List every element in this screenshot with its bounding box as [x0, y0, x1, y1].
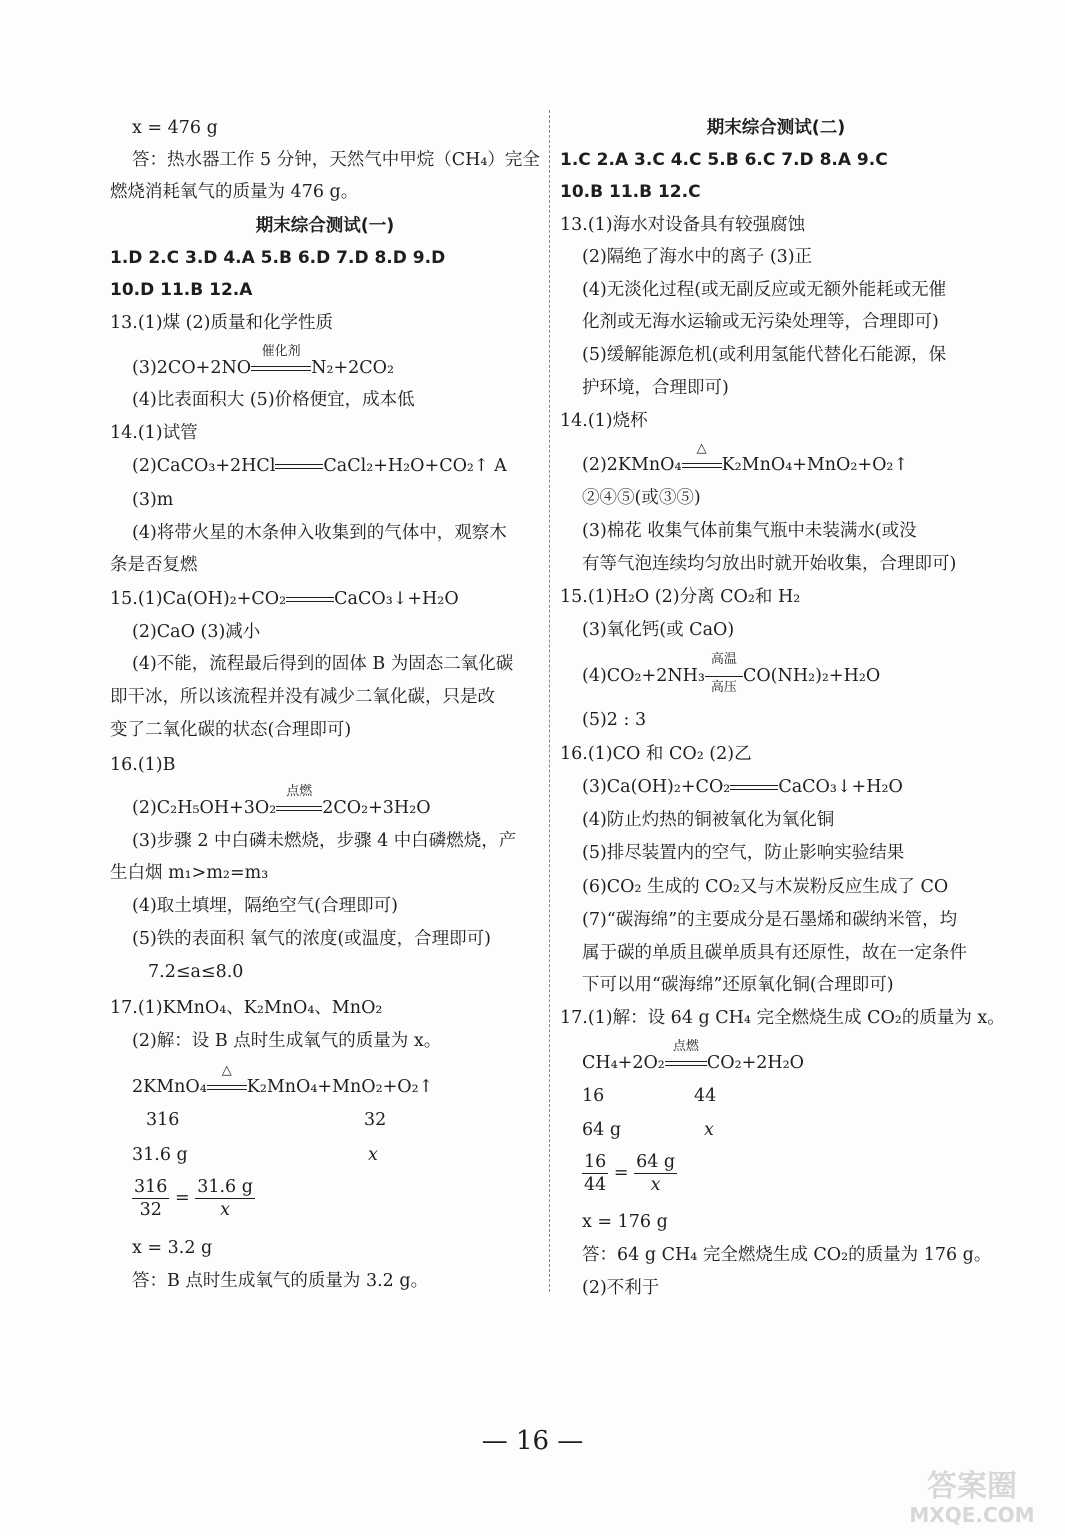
reaction-condition-bottom: 高压 [710, 680, 737, 695]
text-line: 生白烟 m₁>m₂=m₃ [110, 863, 269, 883]
text-line: 下可以用“碳海绵”还原氧化铜(合理即可) [582, 975, 894, 995]
answer-key-line: 10.D 11.B 12.A [110, 280, 253, 300]
text-line: x = 476 g [132, 118, 218, 138]
eq-right: CaCl₂+H₂O+CO₂↑ A [323, 456, 507, 476]
proportion: $\frac{316}{32}$ = $\frac{31.6 g}{x}$ [134, 1177, 253, 1220]
equation [582, 775, 903, 799]
section-title: 期末综合测试(一) [255, 216, 395, 236]
fraction [195, 1176, 255, 1221]
eq-right: CaCO₃↓+H₂O [334, 589, 459, 609]
proportion: $\frac{16}{44}$ = $\frac{64 g}{x}$ [584, 1152, 676, 1195]
text-line: 有等气泡连续均匀放出时就开始收集，合理即可) [582, 554, 957, 574]
answer-key-line: 10.B 11.B 12.C [560, 182, 701, 202]
reaction-arrow [251, 344, 311, 380]
eq-left: 2KMnO₄ [132, 1077, 207, 1097]
text-line: x = 176 g [582, 1212, 668, 1232]
text-line: (2)隔绝了海水中的离子 (3)正 [582, 247, 813, 267]
reaction-arrow [286, 587, 334, 611]
text-line: (2)解：设 B 点时生成氧气的质量为 x。 [132, 1031, 442, 1051]
text-line: (3)氧化钙(或 CaO) [582, 620, 735, 640]
text-line: 化剂或无海水运输或无污染处理等，合理即可) [582, 312, 939, 332]
numerator: 64 g [636, 1152, 676, 1172]
text-line: 答：B 点时生成氧气的质量为 3.2 g。 [132, 1271, 429, 1291]
ratio-value: 316 [146, 1110, 180, 1130]
question-16: 16.(1)CO 和 CO₂ (2)乙 [560, 744, 752, 764]
text-line: 属于碳的单质且碳单质具有还原性，故在一定条件 [582, 943, 967, 963]
equation [132, 344, 395, 380]
text-line: x = 3.2 g [132, 1238, 213, 1258]
equation [582, 1039, 805, 1075]
denominator: 32 [139, 1200, 162, 1220]
reaction-arrow [665, 1039, 707, 1075]
reaction-condition: 点燃 [672, 1039, 699, 1054]
section-title: 期末综合测试(二) [706, 118, 846, 138]
equation [132, 784, 431, 820]
question-14: 14.(1)烧杯 [560, 411, 648, 431]
fraction [582, 1151, 608, 1196]
eq-right: K₂MnO₄+MnO₂+O₂↑ [721, 455, 909, 475]
ratio-value: x [368, 1145, 378, 1165]
eq-left: (2)2KMnO₄ [582, 455, 682, 475]
text-line: 答：64 g CH₄ 完全燃烧生成 CO₂的质量为 176 g。 [582, 1245, 992, 1265]
eq-left: CH₄+2O₂ [582, 1053, 665, 1073]
eq-left: (4)CO₂+2NH₃ [582, 666, 705, 686]
text-line: 即干冰，所以该流程并没有减少二氧化碳，只是改 [110, 687, 495, 707]
text-line: 护环境，合理即可) [582, 378, 729, 398]
text-line: (5)排尽装置内的空气，防止影响实验结果 [582, 843, 905, 863]
text-line: (3)m [132, 490, 174, 510]
watermark-line2: MXQE.COM [909, 1503, 1035, 1527]
reaction-arrow [275, 454, 323, 478]
denominator: x [650, 1175, 661, 1195]
ratio-value: 64 g [582, 1120, 622, 1140]
equation [132, 454, 507, 478]
equation [132, 1063, 434, 1099]
ratio-value: x [704, 1120, 714, 1140]
eq-right: CO(NH₂)₂+H₂O [742, 666, 881, 686]
numerator: 31.6 g [197, 1177, 253, 1197]
question-15: 15.(1)H₂O (2)分离 CO₂和 H₂ [560, 587, 801, 607]
equation [582, 652, 881, 695]
reaction-condition: 催化剂 [261, 344, 301, 359]
watermark-logo [888, 1462, 1056, 1528]
text-line: (5)缓解能源危机(或利用氢能代替化石能源，保 [582, 345, 947, 365]
question-13: 13.(1)煤 (2)质量和化学性质 [110, 313, 333, 333]
answer-key-line: 1.D 2.C 3.D 4.A 5.B 6.D 7.D 8.D 9.D [110, 248, 446, 268]
text-line: 条是否复燃 [110, 555, 198, 575]
text-line: (4)无淡化过程(或无副反应或无额外能耗或无催 [582, 280, 947, 300]
watermark-line1: 答案圈 [927, 1469, 1017, 1504]
eq-right: 2CO₂+3H₂O [322, 798, 431, 818]
reaction-condition: △ [696, 441, 707, 456]
text-line: (2)不利于 [582, 1278, 660, 1298]
text-line: (6)CO₂ 生成的 CO₂又与木炭粉反应生成了 CO [582, 877, 949, 897]
reaction-arrow [705, 652, 743, 695]
ratio-value: 31.6 g [132, 1145, 188, 1165]
reaction-arrow [276, 784, 322, 820]
text-line: (5)2 : 3 [582, 710, 647, 730]
text-line: 7.2≤a≤8.0 [148, 962, 244, 982]
ratio-value: 32 [364, 1110, 387, 1130]
question-17: 17.(1)KMnO₄、K₂MnO₄、MnO₂ [110, 998, 383, 1018]
numerator: 16 [584, 1152, 607, 1172]
text-line: (4)防止灼热的铜被氧化为氧化铜 [582, 810, 835, 830]
text-line: 变了二氧化碳的状态(合理即可) [110, 720, 352, 740]
reaction-condition-top: 高温 [710, 652, 737, 667]
eq-left: 15.(1)Ca(OH)₂+CO₂ [110, 589, 287, 609]
eq-left: (2)CaCO₃+2HCl [132, 456, 276, 476]
eq-right: K₂MnO₄+MnO₂+O₂↑ [246, 1077, 434, 1097]
fraction [634, 1151, 677, 1196]
reaction-condition: 点燃 [286, 784, 313, 799]
question-17: 17.(1)解：设 64 g CH₄ 完全燃烧生成 CO₂的质量为 x。 [560, 1008, 1005, 1028]
text-line: (7)“碳海绵”的主要成分是石墨烯和碳纳米管，均 [582, 910, 958, 930]
text-line: 答：热水器工作 5 分钟，天然气中甲烷（CH₄）完全 [132, 150, 540, 170]
question-16: 16.(1)B [110, 755, 176, 775]
question-14: 14.(1)试管 [110, 423, 198, 443]
ratio-value: 44 [694, 1086, 717, 1106]
text-line: (4)比表面积大 (5)价格便宜，成本低 [132, 390, 415, 410]
page-number: — 16 — [481, 1426, 584, 1456]
question-13: 13.(1)海水对设备具有较强腐蚀 [560, 215, 806, 235]
eq-right: CaCO₃↓+H₂O [778, 777, 903, 797]
ratio-value: 16 [582, 1086, 605, 1106]
eq-right: CO₂+2H₂O [706, 1053, 805, 1073]
text-line: (3)棉花 收集气体前集气瓶中未装满水(或没 [582, 521, 917, 541]
fraction [132, 1176, 169, 1221]
text-line: 燃烧消耗氧气的质量为 476 g。 [110, 182, 359, 202]
eq-right: N₂+2CO₂ [311, 358, 395, 378]
answer-key-line: 1.C 2.A 3.C 4.C 5.B 6.C 7.D 8.A 9.C [560, 150, 888, 170]
text-line: (3)步骤 2 中白磷未燃烧，步骤 4 中白磷燃烧，产 [132, 831, 517, 851]
eq-left: (2)C₂H₅OH+3O₂ [132, 798, 277, 818]
reaction-arrow [730, 775, 778, 799]
text-line: (4)取土填埋，隔绝空气(合理即可) [132, 896, 398, 916]
denominator: 44 [584, 1175, 607, 1195]
column-divider [549, 110, 550, 1292]
text-line: ②④⑤(或③⑤) [582, 488, 701, 508]
equation [582, 441, 909, 477]
text-line: (5)铁的表面积 氧气的浓度(或温度，合理即可) [132, 929, 492, 949]
equation [110, 587, 459, 611]
denominator: x [220, 1200, 230, 1220]
reaction-condition: △ [221, 1063, 232, 1078]
eq-left: (3)Ca(OH)₂+CO₂ [582, 777, 731, 797]
numerator: 316 [134, 1177, 168, 1197]
text-line: (4)将带火星的木条伸入收集到的气体中，观察木 [132, 523, 507, 543]
reaction-arrow [682, 441, 722, 477]
eq-left: (3)2CO+2NO [132, 358, 252, 378]
text-line: (2)CaO (3)减小 [132, 622, 261, 642]
reaction-arrow [207, 1063, 247, 1099]
text-line: (4)不能，流程最后得到的固体 B 为固态二氧化碳 [132, 654, 514, 674]
